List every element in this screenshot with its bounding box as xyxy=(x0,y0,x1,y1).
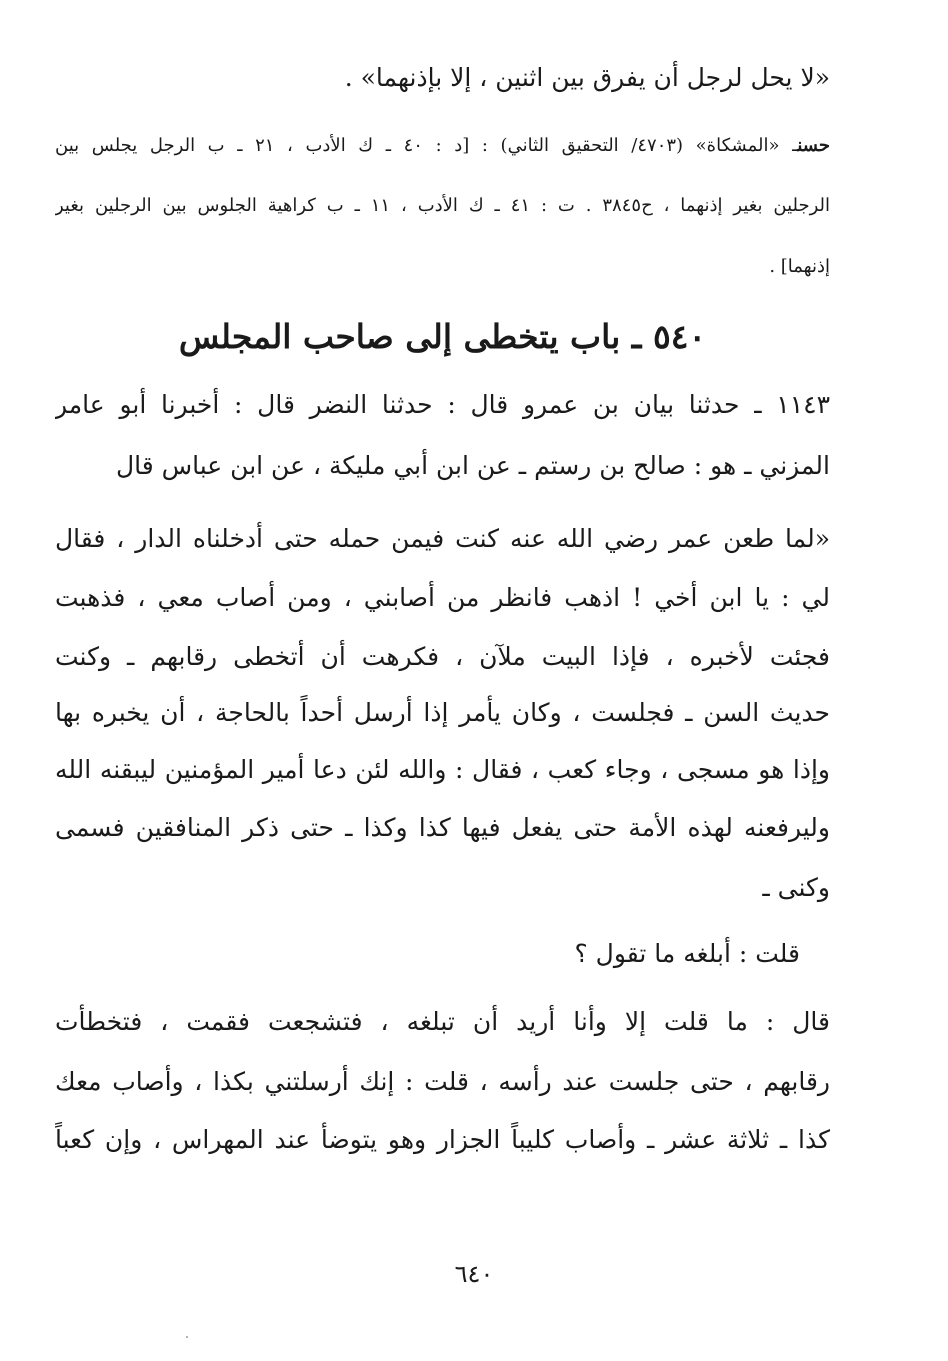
isnad-line-1: ١١٤٣ ـ حدثنا بيان بن عمرو قال : حدثنا النضر قال : أخبرنا أبو عامر xyxy=(55,390,830,419)
matn-line: لي : يا ابن أخي ! اذهب فانظر من أصابني ، ومن أصاب معي ، فذهبت xyxy=(55,583,830,612)
footnote-line-2: الرجلين بغير إذنهما ، ح٣٨٤٥ . ت : ٤١ ـ ك الأدب ، ١١ ـ ب كراهية الجلوس بين الرجلين بغير xyxy=(55,195,830,216)
matn-line: وكنى ـ xyxy=(762,873,830,902)
chapter-heading: ٥٤٠ ـ باب يتخطى إلى صاحب المجلس xyxy=(178,317,707,356)
matn-line: رقابهم ، حتى جلست عند رأسه ، قلت : إنك أرسلتني بكذا ، وأصاب معك xyxy=(55,1067,830,1096)
isnad-line-2: المزني ـ هو : صالح بن رستم ـ عن ابن أبي مليكة ، عن ابن عباس قال xyxy=(115,451,830,480)
scan-speck xyxy=(186,1336,188,1338)
matn-line: حديث السن ـ فجلست ، وكان يأمر إذا أرسل أحداً بالحاجة ، أن يخبره بها xyxy=(55,698,830,727)
footnote-line-1 xyxy=(55,129,830,163)
hadith-text-top: «لا يحل لرجل أن يفرق بين اثنين ، إلا بإذنهما» . xyxy=(344,63,830,92)
matn-line: «لما طعن عمر رضي الله عنه كنت فيمن حمله حتى أدخلناه الدار ، فقال xyxy=(55,524,830,553)
footnote-line-1-text: ـ «المشكاة» (٤٧٠٣/ التحقيق الثاني) : [د : ٤٠ ـ ك الأدب ، ٢١ ـ ب الرجل يجلس بين xyxy=(55,135,798,156)
footnote-line-3: إذنهما] . xyxy=(769,256,830,277)
matn-line: وإذا هو مسجى ، وجاء كعب ، فقال : والله لئن دعا أمير المؤمنين ليبقنه الله xyxy=(55,755,830,784)
matn-line: قال : ما قلت إلا وأنا أريد أن تبلغه ، فتشجعت فقمت ، فتخطأت xyxy=(55,1007,830,1036)
hadith-grade: حسن xyxy=(797,135,830,156)
matn-line: وليرفعنه لهذه الأمة حتى يفعل فيها كذا وكذا ـ حتى ذكر المنافقين فسمى xyxy=(55,813,830,842)
matn-line: كذا ـ ثلاثة عشر ـ وأصاب كليباً الجزار وهو يتوضأ عند المهراس ، وإن كعباً xyxy=(55,1125,830,1154)
page-number: ٦٤٠ xyxy=(454,1260,494,1288)
matn-question: قلت : أبلغه ما تقول ؟ xyxy=(574,939,800,968)
matn-line: فجئت لأخبره ، فإذا البيت ملآن ، فكرهت أن أتخطى رقابهم ـ وكنت xyxy=(55,642,830,671)
